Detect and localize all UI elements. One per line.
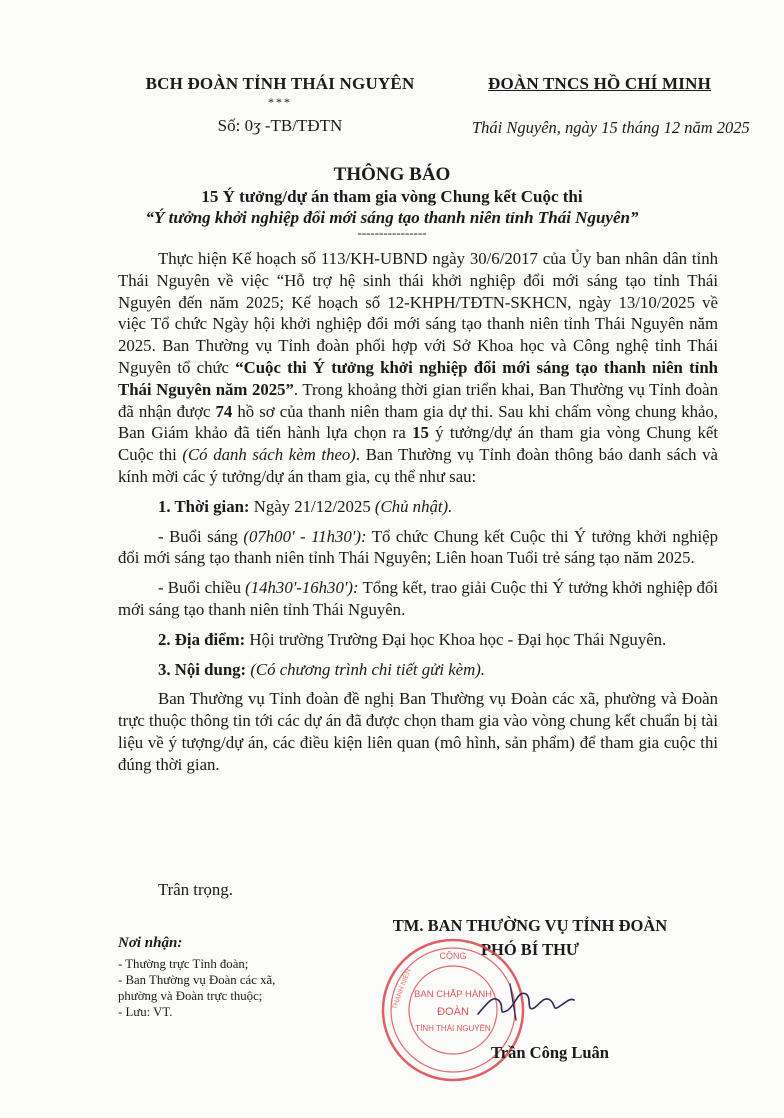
morning-schedule: - Buổi sáng (07h00' - 11h30'): Tổ chức Chung kết Cuộc thi Ý tưởng khởi nghiệp đổi mới sáng tạo thanh niên tỉnh Thái Nguyên; Liên hoan Tuổi trẻ sáng tạo năm 2025. bbox=[118, 526, 718, 568]
party-org: ĐOÀN TNCS HỒ CHÍ MINH bbox=[488, 74, 712, 93]
intro-paragraph: Thực hiện Kế hoạch số 113/KH-UBND ngày 30/6/2017 của Ủy ban nhân dân tỉnh Thái Nguyên về việc “Hỗ trợ hệ sinh thái khởi nghiệp đổi mới sáng tạo tỉnh Thái Nguyên đến năm 2025; Kế hoạch số 12-KHPH/TĐTN-SKHCN, ngày 13/10/2025 về việc Tổ chức Ngày hội khởi nghiệp đổi mới sáng tạo thanh niên tỉnh Thái Nguyên năm 2025. Ban Thường vụ Tỉnh đoàn phối hợp với Sở Khoa học và Công nghệ tỉnh Thái Nguyên tổ chức “Cuộc thi Ý tưởng khởi nghiệp đổi mới sáng tạo thanh niên tỉnh Thái Nguyên năm 2025”. Trong khoảng thời gian triển khai, Ban Thường vụ Tỉnh đoàn đã nhận được 74 hồ sơ của thanh niên tham gia dự thi. Sau khi chấm vòng chung khảo, Ban Giám khảo đã tiến hành lựa chọn ra 15 ý tưởng/dự án tham gia vòng Chung kết Cuộc thi (Có danh sách kèm theo). Ban Thường vụ Tỉnh đoàn thông báo danh sách và kính mời các ý tưởng/dự án tham gia, cụ thể như sau: bbox=[118, 249, 719, 486]
document-number: Số: 0ʒ -TB/TĐTN bbox=[217, 116, 343, 135]
title-divider: ---------------- bbox=[357, 225, 427, 240]
closing-line: Trân trọng. bbox=[158, 880, 233, 899]
recipient-item: - Lưu: VT. bbox=[118, 1005, 173, 1019]
notice-subtitle-1: 15 Ý tưởng/dự án tham gia vòng Chung kết Cuộc thi bbox=[201, 187, 583, 206]
time-section: 1. Thời gian: Ngày 21/12/2025 (Chủ nhật). bbox=[158, 496, 453, 516]
header-stars: *** bbox=[268, 95, 292, 109]
svg-text:TỈNH THÁI NGUYÊN: TỈNH THÁI NGUYÊN bbox=[415, 1024, 491, 1033]
svg-text:BAN CHẤP HÀNH: BAN CHẤP HÀNH bbox=[414, 989, 492, 1000]
notice-body bbox=[118, 248, 718, 776]
handwritten-signature bbox=[470, 972, 580, 1027]
svg-text:ĐOÀN: ĐOÀN bbox=[437, 1006, 469, 1018]
svg-text:THANH NIÊN: THANH NIÊN bbox=[391, 968, 413, 1011]
place-section: 2. Địa điểm: Hội trường Trường Đại học Khoa học - Đại học Thái Nguyên. bbox=[158, 629, 667, 649]
recipients-title: Nơi nhận: bbox=[118, 935, 183, 951]
afternoon-schedule: - Buổi chiều (14h30'-16h30'): Tổng kết, trao giải Cuộc thi Ý tưởng khởi nghiệp đổi mới sáng tạo thanh niên tỉnh Thái Nguyên. bbox=[118, 578, 718, 619]
request-paragraph: Ban Thường vụ Tỉnh đoàn đề nghị Ban Thường vụ Đoàn các xã, phường và Đoàn trực thuộc thông tin tới các dự án đã được chọn tham gia vào vòng chung kết chuẩn bị tài liệu về ý tượng/dự án, các điều kiện liên quan (mô hình, sản phẩm) để tham gia cuộc thi đúng thời gian. bbox=[118, 689, 718, 774]
content-section: 3. Nội dung: (Có chương trình chi tiết gửi kèm). bbox=[158, 659, 485, 679]
signer-name: Trần Công Luân bbox=[491, 1043, 609, 1062]
notice-title: THÔNG BÁO bbox=[333, 164, 451, 185]
svg-text:CỘNG: CỘNG bbox=[439, 951, 467, 961]
issuing-org: BCH ĐOÀN TỈNH THÁI NGUYÊN bbox=[145, 74, 415, 93]
recipient-item: - Ban Thường vụ Đoàn các xã, bbox=[118, 973, 276, 987]
recipient-item: - Thường trực Tỉnh đoàn; bbox=[118, 957, 249, 971]
recipient-item: phường và Đoàn trực thuộc; bbox=[118, 989, 263, 1003]
signer-role: PHÓ BÍ THƯ bbox=[480, 940, 580, 959]
signer-org: TM. BAN THƯỜNG VỤ TỈNH ĐOÀN bbox=[392, 916, 668, 935]
notice-subtitle-2: “Ý tưởng khởi nghiệp đổi mới sáng tạo thanh niên tỉnh Thái Nguyên” bbox=[145, 208, 639, 227]
document-date: Thái Nguyên, ngày 15 tháng 12 năm 2025 bbox=[472, 118, 750, 137]
